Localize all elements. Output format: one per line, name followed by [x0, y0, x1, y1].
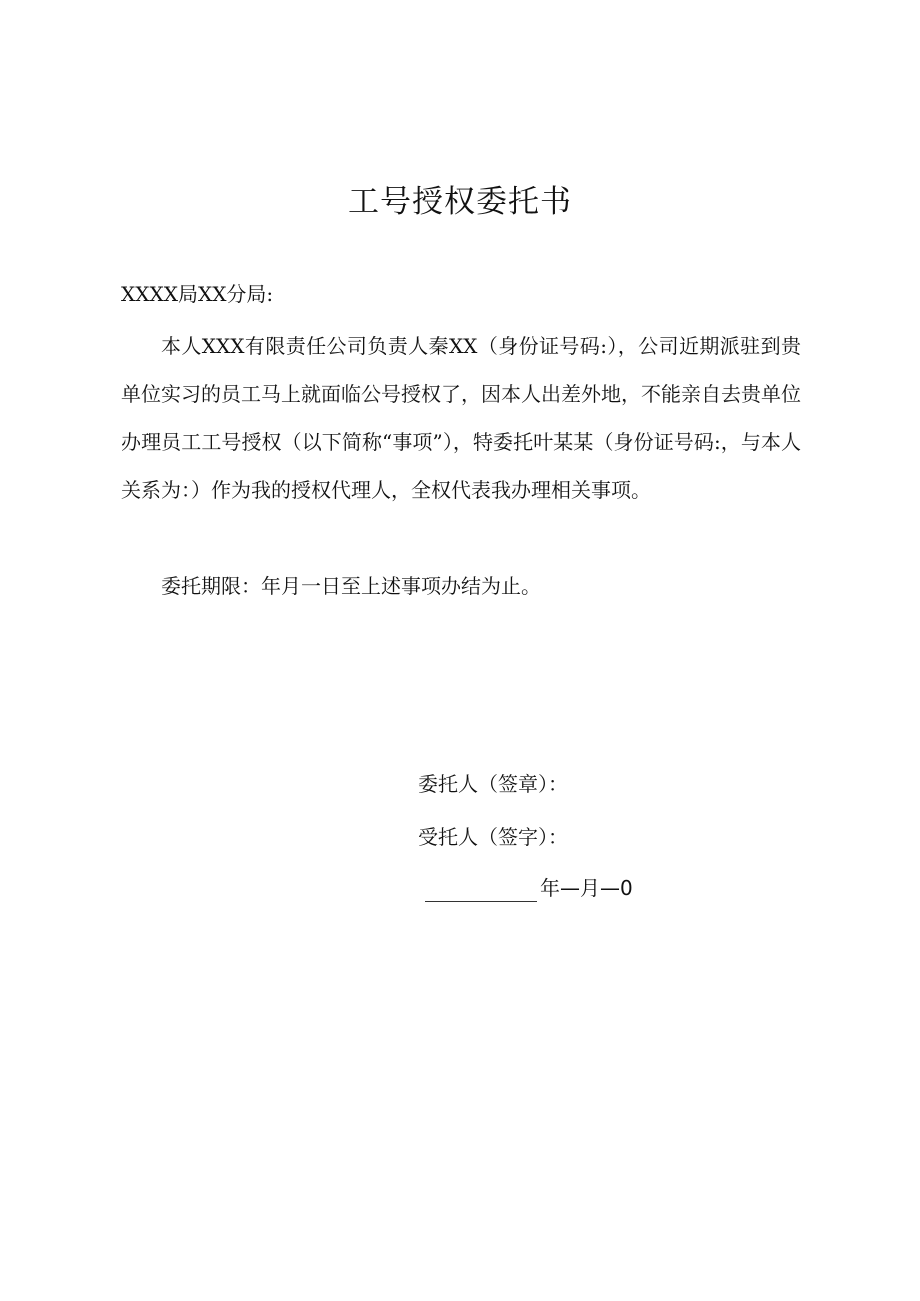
term-paragraph: 委托期限：年月一日至上述事项办结为止。: [161, 574, 541, 598]
date-blank-line: [425, 879, 537, 902]
date-row: [425, 874, 633, 902]
agent-signature-line: 受托人（签字）：: [418, 825, 568, 849]
principal-signature-line: 委托人（签章）：: [418, 772, 568, 796]
body-paragraph: 本人XXX有限责任公司负责人秦XX（身份证号码:），公司近期派驻到贵单位实习的员工马上就面临公号授权了，因本人出差外地，不能亲自去贵单位办理员工工号授权（以下简称“事项”），特委托叶某某（身份证号码:，与本人关系为：）作为我的授权代理人，全权代表我办理相关事项。: [121, 334, 801, 502]
document-title: 工号授权委托书: [348, 184, 572, 220]
salutation: XXXX局XX分局:: [121, 282, 274, 306]
date-text: 年—月—0: [540, 876, 633, 900]
